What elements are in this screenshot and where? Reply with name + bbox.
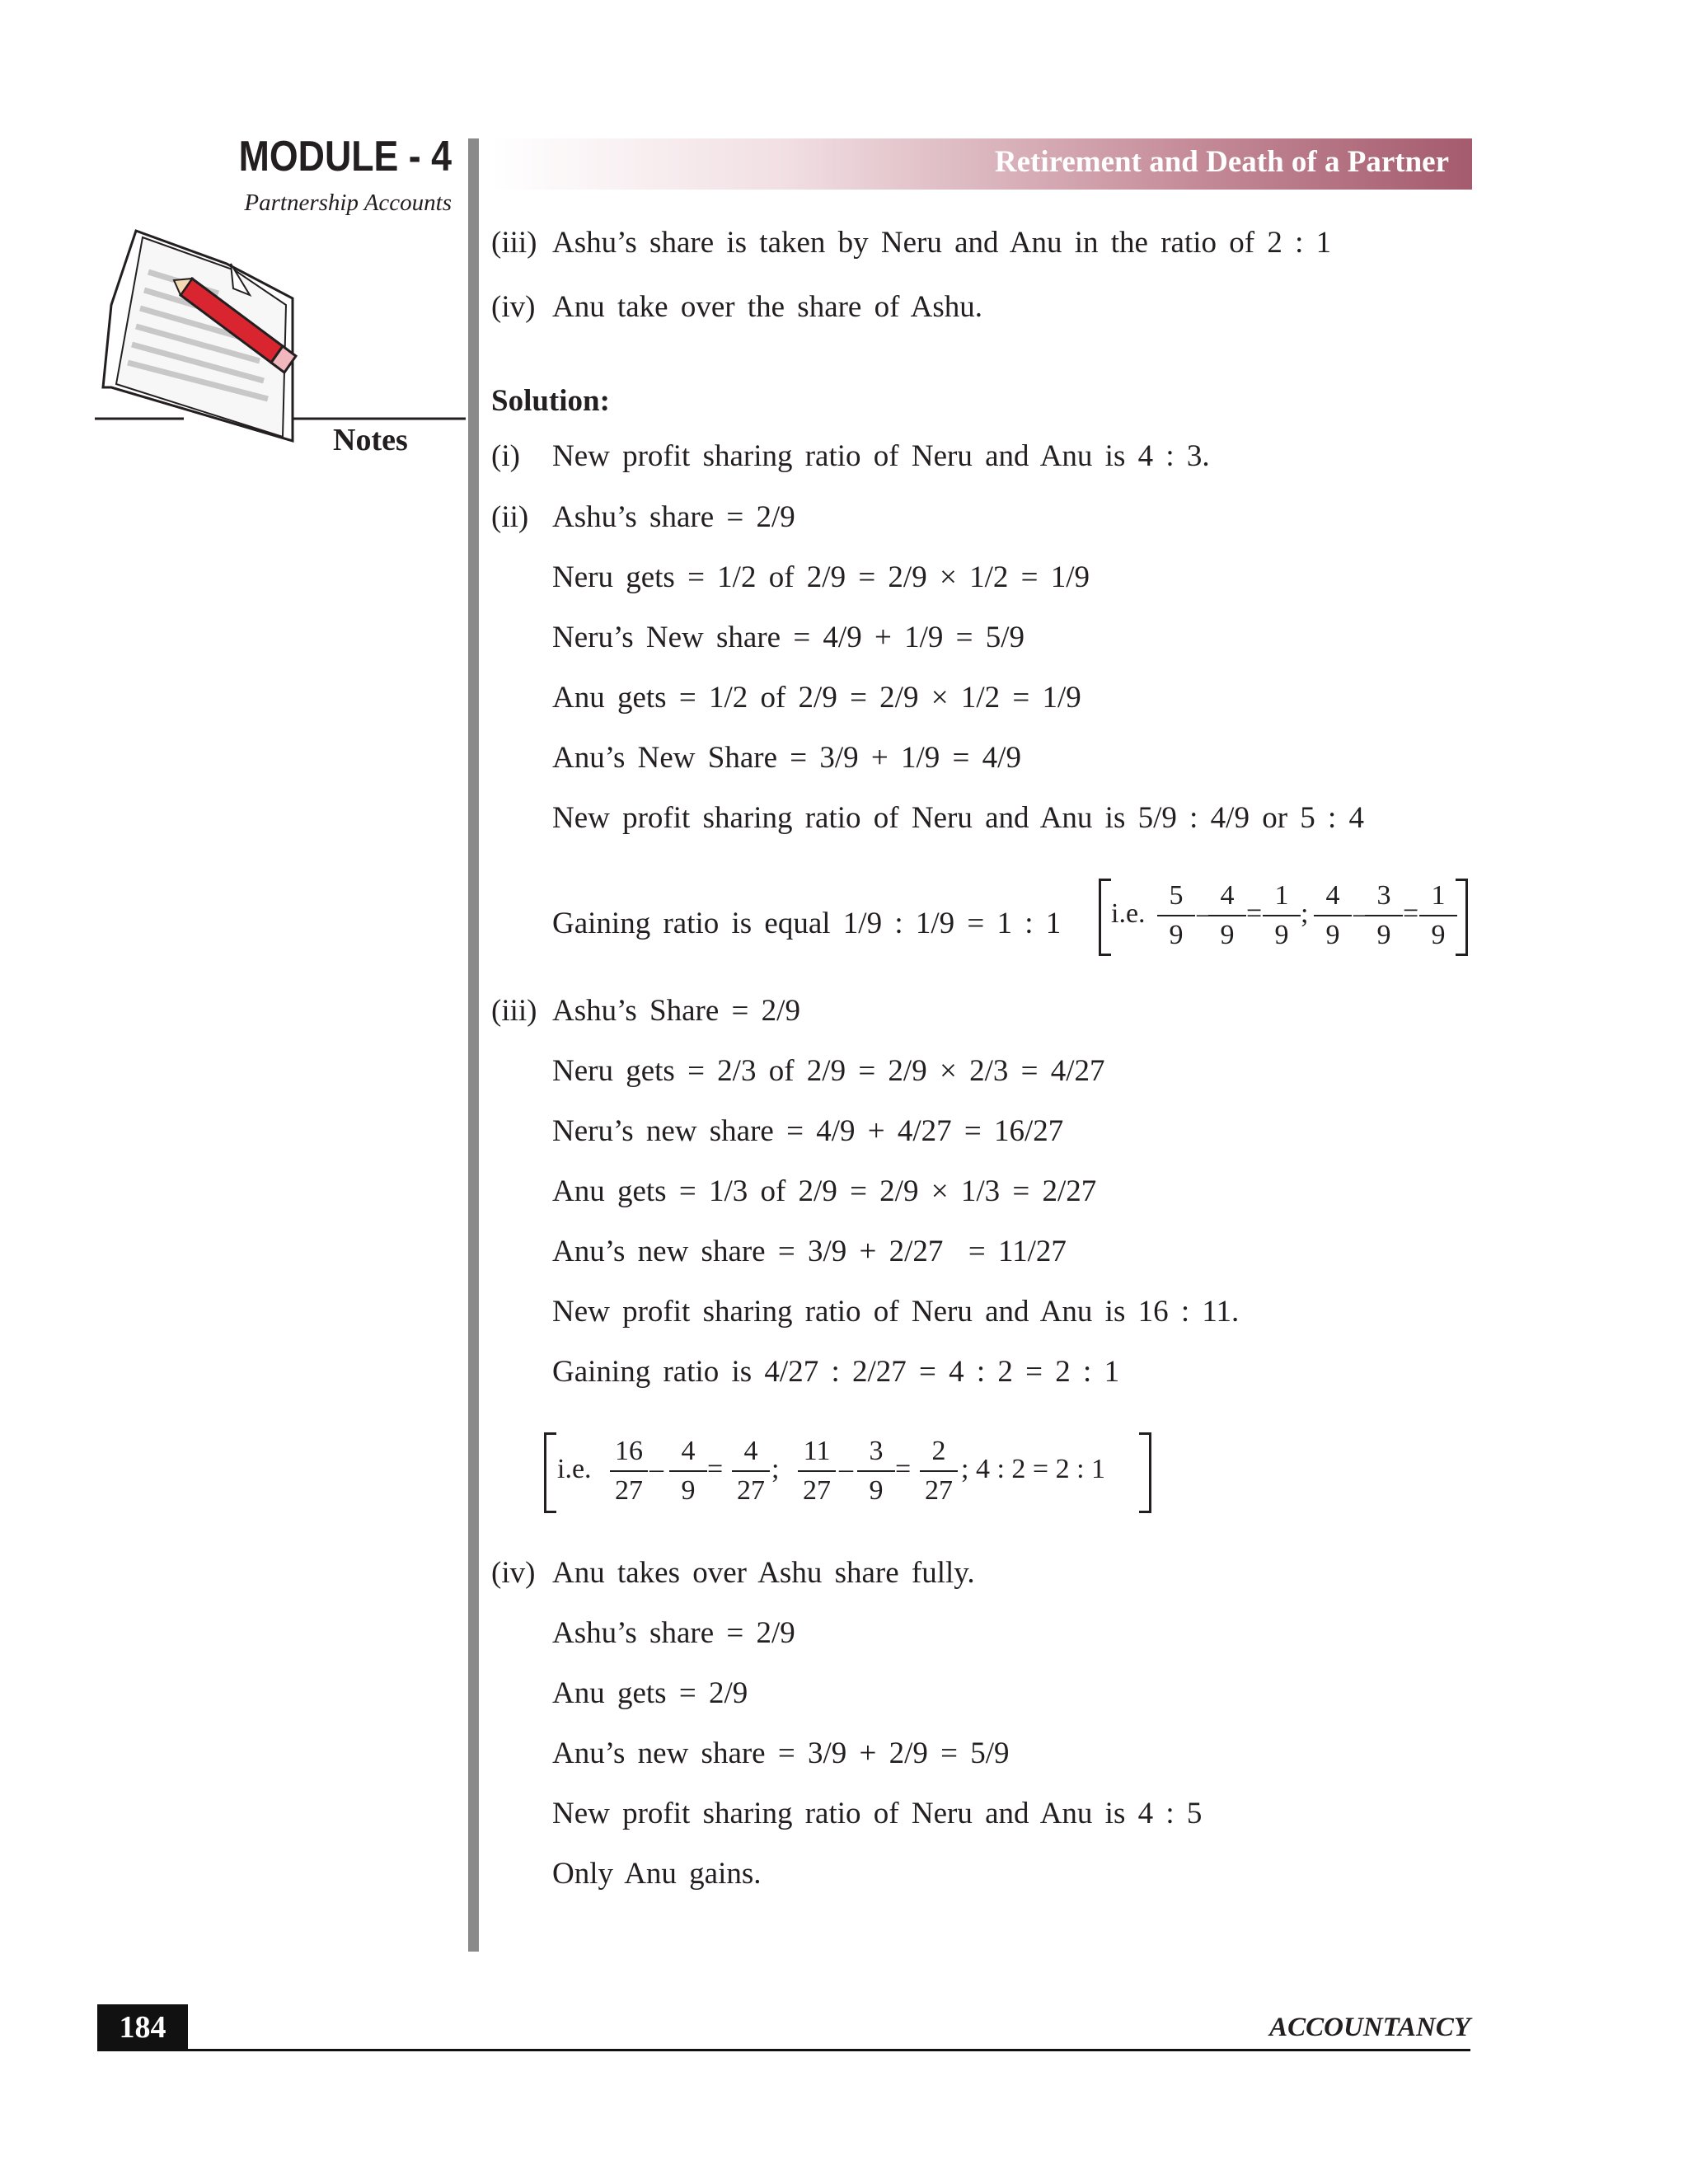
bracket bbox=[1099, 879, 1111, 956]
semicolon: ; bbox=[1301, 898, 1309, 929]
ratio-tail: ; 4 : 2 = 2 : 1 bbox=[961, 1454, 1106, 1484]
solution-ii-line: Neru gets = 1/2 of 2/9 = 2/9 × 1/2 = 1/9 bbox=[552, 560, 1090, 594]
fraction bbox=[669, 1436, 707, 1507]
solution-ii-line: Anu gets = 1/2 of 2/9 = 2/9 × 1/2 = 1/9 bbox=[552, 681, 1081, 715]
fraction bbox=[1263, 880, 1301, 951]
fraction bbox=[798, 1436, 836, 1507]
bracket bbox=[1139, 1432, 1151, 1513]
solution-iv-line: Anu gets = 2/9 bbox=[552, 1676, 748, 1710]
solution-ii-number: (ii) bbox=[491, 500, 529, 534]
fraction bbox=[732, 1436, 770, 1507]
solution-i-number: (i) bbox=[491, 439, 520, 473]
equals-sign: = bbox=[707, 1454, 724, 1484]
fraction bbox=[1157, 880, 1195, 951]
denominator: 9 bbox=[1157, 915, 1195, 951]
numerator: 2 bbox=[931, 1436, 946, 1466]
fraction bbox=[1365, 880, 1403, 951]
chapter-title: Retirement and Death of a Partner bbox=[994, 145, 1449, 179]
denominator: 9 bbox=[1314, 915, 1352, 951]
solution-iii-line: Neru’s new share = 4/9 + 4/27 = 16/27 bbox=[552, 1114, 1064, 1148]
question-iii-number: (iii) bbox=[491, 226, 537, 260]
module-subtitle: Partnership Accounts bbox=[244, 190, 452, 216]
solution-ii-line: New profit sharing ratio of Neru and Anu is 5/9 : 4/9 or 5 : 4 bbox=[552, 801, 1365, 835]
denominator: 27 bbox=[798, 1470, 836, 1507]
equals-sign: = bbox=[1403, 898, 1419, 929]
equals-sign: = bbox=[895, 1454, 912, 1484]
denominator: 9 bbox=[1365, 915, 1403, 951]
question-iv-number: (iv) bbox=[491, 290, 536, 324]
denominator: 9 bbox=[669, 1470, 707, 1507]
notes-label: Notes bbox=[333, 423, 408, 457]
solution-iii-line: Ashu’s Share = 2/9 bbox=[552, 994, 800, 1028]
fraction bbox=[1208, 880, 1246, 951]
chapter-banner bbox=[491, 138, 1472, 190]
solution-ii-line: Gaining ratio is equal 1/9 : 1/9 = 1 : 1 bbox=[552, 907, 1062, 940]
book-title: ACCOUNTANCY bbox=[1269, 2013, 1470, 2042]
denominator: 27 bbox=[732, 1470, 770, 1507]
numerator: 4 bbox=[681, 1436, 696, 1466]
solution-heading: Solution: bbox=[491, 384, 610, 418]
numerator: 4 bbox=[1220, 880, 1235, 911]
minus-sign: – bbox=[1353, 898, 1367, 929]
numerator: 16 bbox=[615, 1436, 643, 1466]
numerator: 3 bbox=[1376, 880, 1391, 911]
solution-iv-line: Anu’s new share = 3/9 + 2/9 = 5/9 bbox=[552, 1736, 1010, 1770]
numerator: 1 bbox=[1274, 880, 1289, 911]
solution-iv-line: New profit sharing ratio of Neru and Anu is 4 : 5 bbox=[552, 1797, 1203, 1830]
bracket bbox=[544, 1432, 556, 1513]
semicolon: ; bbox=[771, 1454, 780, 1484]
fraction bbox=[857, 1436, 895, 1507]
fraction bbox=[610, 1436, 648, 1507]
bracket bbox=[1456, 879, 1468, 956]
page-number: 184 bbox=[97, 2004, 188, 2050]
footer-rule bbox=[97, 2049, 1470, 2051]
solution-iv-line: Only Anu gains. bbox=[552, 1857, 762, 1891]
module-title: MODULE - 4 bbox=[238, 133, 452, 180]
numerator: 1 bbox=[1431, 880, 1446, 911]
solution-ii-line: Neru’s New share = 4/9 + 1/9 = 5/9 bbox=[552, 621, 1025, 654]
denominator: 9 bbox=[857, 1470, 895, 1507]
ie-label: i.e. bbox=[1111, 898, 1146, 929]
question-iii-text: Ashu’s share is taken by Neru and Anu in the ratio of 2 : 1 bbox=[552, 226, 1332, 260]
denominator: 9 bbox=[1263, 915, 1301, 951]
solution-iii-line: Anu gets = 1/3 of 2/9 = 2/9 × 1/3 = 2/27 bbox=[552, 1174, 1097, 1208]
denominator: 9 bbox=[1419, 915, 1457, 951]
notepad-pencil-icon bbox=[95, 223, 474, 462]
denominator: 9 bbox=[1208, 915, 1246, 951]
fraction bbox=[1314, 880, 1352, 951]
solution-iv-number: (iv) bbox=[491, 1556, 536, 1590]
minus-sign: – bbox=[839, 1454, 853, 1484]
solution-iii-line: Neru gets = 2/3 of 2/9 = 2/9 × 2/3 = 4/27 bbox=[552, 1054, 1105, 1088]
solution-iii-line: Gaining ratio is 4/27 : 2/27 = 4 : 2 = 2 : 1 bbox=[552, 1355, 1120, 1389]
denominator: 27 bbox=[920, 1470, 958, 1507]
fraction bbox=[920, 1436, 958, 1507]
equals-sign: = bbox=[1246, 898, 1263, 929]
solution-iv-line: Ashu’s share = 2/9 bbox=[552, 1616, 795, 1650]
numerator: 11 bbox=[803, 1436, 831, 1466]
numerator: 4 bbox=[743, 1436, 758, 1466]
margin-divider bbox=[468, 138, 479, 1952]
numerator: 3 bbox=[869, 1436, 884, 1466]
solution-iii-line: Anu’s new share = 3/9 + 2/27 = 11/27 bbox=[552, 1235, 1067, 1268]
solution-ii-line: Ashu’s share = 2/9 bbox=[552, 500, 795, 534]
ie-label: i.e. bbox=[557, 1454, 592, 1484]
minus-sign: – bbox=[649, 1454, 663, 1484]
solution-i-text: New profit sharing ratio of Neru and Anu is 4 : 3. bbox=[552, 439, 1210, 473]
question-iv-text: Anu take over the share of Ashu. bbox=[552, 290, 983, 324]
solution-iii-number: (iii) bbox=[491, 994, 537, 1028]
numerator: 4 bbox=[1325, 880, 1340, 911]
fraction bbox=[1419, 880, 1457, 951]
numerator: 5 bbox=[1169, 880, 1184, 911]
solution-iv-line: Anu takes over Ashu share fully. bbox=[552, 1556, 975, 1590]
solution-iii-line: New profit sharing ratio of Neru and Anu is 16 : 11. bbox=[552, 1295, 1240, 1329]
denominator: 27 bbox=[610, 1470, 648, 1507]
solution-ii-line: Anu’s New Share = 3/9 + 1/9 = 4/9 bbox=[552, 741, 1021, 775]
minus-sign: – bbox=[1197, 898, 1211, 929]
